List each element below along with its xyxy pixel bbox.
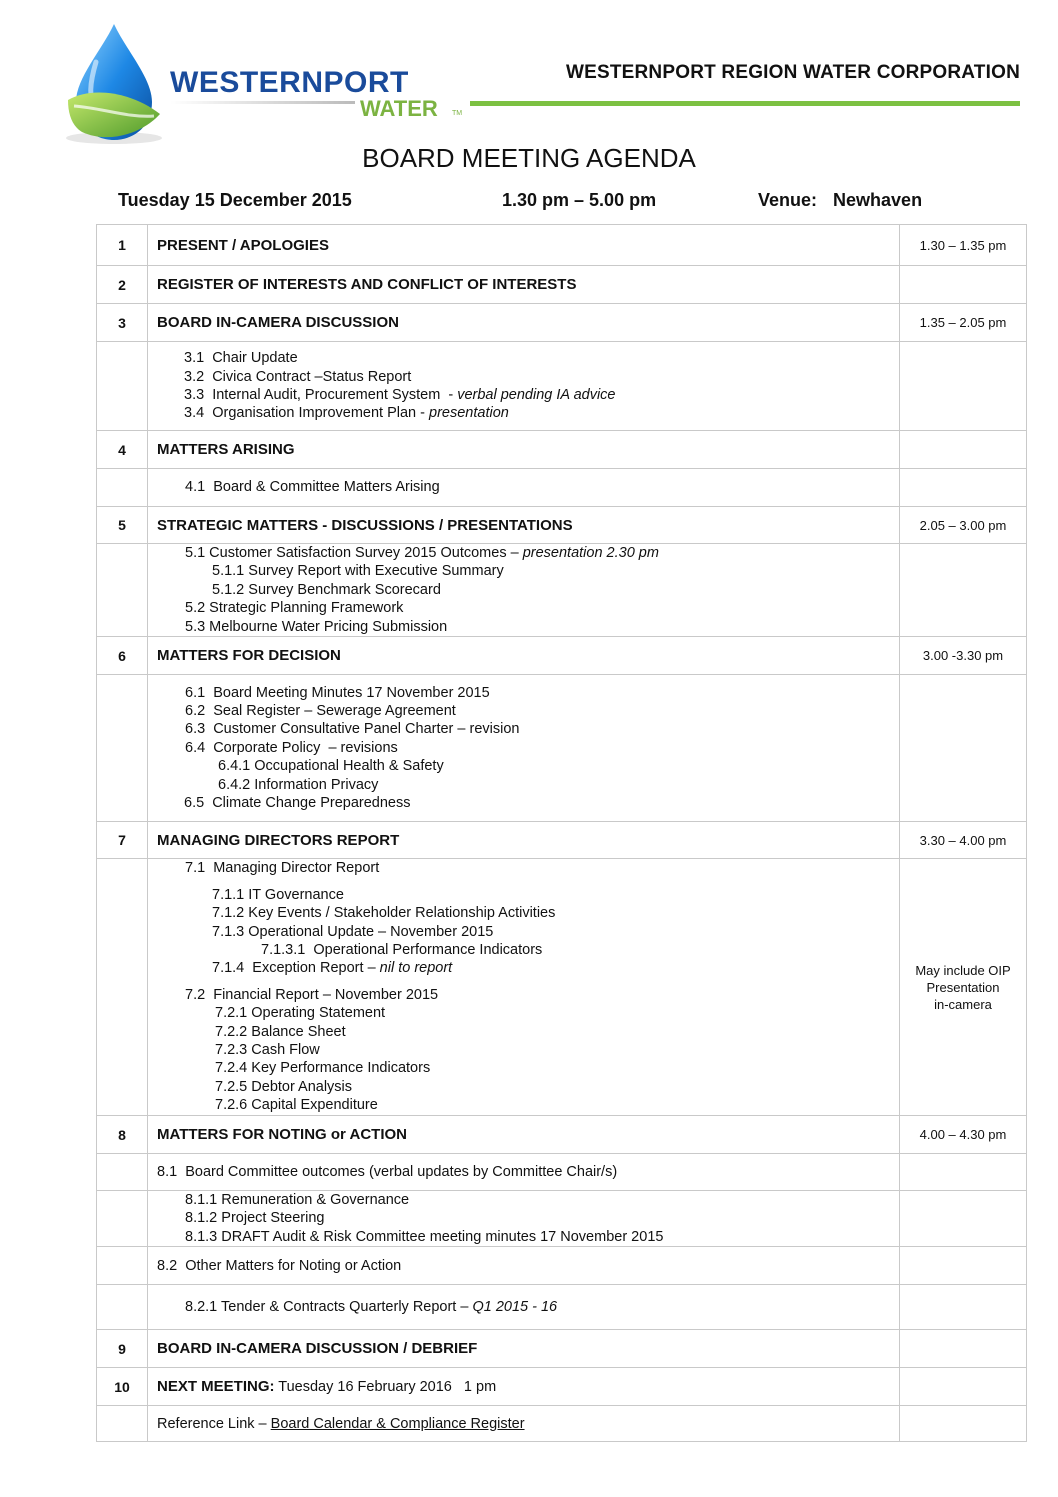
subitem: 8.1.3 DRAFT Audit & Risk Committee meeting minutes 17 November 2015 bbox=[185, 1228, 664, 1245]
item-number: 6 bbox=[97, 637, 148, 675]
board-calendar-link[interactable]: Board Calendar & Compliance Register bbox=[270, 1415, 525, 1432]
subitem: 5.3 Melbourne Water Pricing Submission bbox=[185, 618, 448, 635]
item-time: 1.35 – 2.05 pm bbox=[900, 304, 1027, 342]
item-title: MATTERS FOR DECISION bbox=[148, 637, 900, 675]
item-title: PRESENT / APOLOGIES bbox=[148, 225, 900, 266]
note-line: Presentation bbox=[926, 979, 1000, 995]
venue-label: Venue: bbox=[758, 190, 818, 210]
subitem-text: 7.1.4 Exception Report – bbox=[212, 960, 380, 977]
meeting-time: 1.30 pm – 5.00 pm bbox=[502, 190, 657, 210]
subitem-note: presentation 2.30 pm bbox=[522, 545, 659, 561]
agenda-table bbox=[96, 224, 1027, 1442]
item-number: 9 bbox=[97, 1330, 148, 1368]
agenda-subitems-row bbox=[97, 1247, 1027, 1285]
agenda-row bbox=[97, 1368, 1027, 1406]
reference-label: Reference Link – bbox=[157, 1415, 271, 1432]
item-title: BOARD IN-CAMERA DISCUSSION / DEBRIEF bbox=[148, 1330, 900, 1368]
subitem: 7.1.2 Key Events / Stakeholder Relationship Activities bbox=[212, 905, 556, 922]
subitem: 5.1.1 Survey Report with Executive Summary bbox=[212, 563, 504, 580]
item-title: MATTERS FOR NOTING or ACTION bbox=[148, 1116, 900, 1154]
item-number: 5 bbox=[97, 507, 148, 544]
page-title: BOARD MEETING AGENDA bbox=[362, 143, 696, 173]
subitem-text: 8.2.1 Tender & Contracts Quarterly Report – bbox=[185, 1299, 473, 1316]
subitem: 7.1.3 Operational Update – November 2015 bbox=[212, 923, 494, 940]
subitem-text: 3.3 Internal Audit, Procurement System - bbox=[184, 387, 458, 403]
logo-trademark: TM bbox=[452, 110, 463, 117]
subitem: 7.2.4 Key Performance Indicators bbox=[215, 1060, 431, 1077]
subitem-note: Q1 2015 - 16 bbox=[472, 1299, 558, 1316]
subitem: 7.1.3.1 Operational Performance Indicators bbox=[261, 942, 543, 959]
subitem: 7.1.1 IT Governance bbox=[212, 886, 344, 903]
item-time: 3.30 – 4.00 pm bbox=[900, 822, 1027, 859]
item-title bbox=[148, 1368, 900, 1406]
subitem bbox=[157, 386, 899, 404]
item-number: 1 bbox=[97, 225, 148, 266]
subitem: 8.1.1 Remuneration & Governance bbox=[185, 1192, 410, 1209]
subitem: 6.1 Board Meeting Minutes 17 November 2015 bbox=[185, 684, 490, 701]
item-title: BOARD IN-CAMERA DISCUSSION bbox=[148, 304, 900, 342]
logo-swoosh bbox=[170, 101, 355, 104]
subitem: 8.2 Other Matters for Noting or Action bbox=[157, 1257, 402, 1274]
subitem: 7.1 Managing Director Report bbox=[185, 860, 380, 877]
subitem: 7.2.3 Cash Flow bbox=[215, 1042, 320, 1059]
subitem: 6.4.1 Occupational Health & Safety bbox=[218, 758, 444, 775]
agenda-subitems-row bbox=[97, 675, 1027, 822]
agenda-row bbox=[97, 637, 1027, 675]
item-number: 8 bbox=[97, 1116, 148, 1154]
agenda-row bbox=[97, 304, 1027, 342]
agenda-row bbox=[97, 431, 1027, 469]
agenda-row bbox=[97, 507, 1027, 544]
subitem-list bbox=[148, 342, 900, 431]
subitem bbox=[157, 1298, 899, 1316]
note-line: in-camera bbox=[934, 996, 992, 1012]
item-number: 4 bbox=[97, 431, 148, 469]
subitem: 7.2.6 Capital Expenditure bbox=[215, 1097, 378, 1114]
note-line: May include OIP bbox=[915, 962, 1011, 978]
subitem: 3.2 Civica Contract –Status Report bbox=[184, 368, 412, 385]
agenda-subitems-row bbox=[97, 1191, 1027, 1247]
item-number: 10 bbox=[97, 1368, 148, 1406]
item-time: 2.05 – 3.00 pm bbox=[900, 507, 1027, 544]
item-number: 3 bbox=[97, 304, 148, 342]
agenda-subitems-row bbox=[97, 1154, 1027, 1191]
subitem: 7.2.2 Balance Sheet bbox=[215, 1023, 346, 1040]
subitem bbox=[157, 959, 899, 977]
subitem: 8.1.2 Project Steering bbox=[185, 1210, 325, 1227]
subitem: 5.1.2 Survey Benchmark Scorecard bbox=[212, 581, 441, 598]
subitem-note: verbal pending IA advice bbox=[457, 387, 616, 403]
subitem-list bbox=[148, 1191, 900, 1247]
subitem-note: nil to report bbox=[379, 960, 453, 977]
subitem: 6.4.2 Information Privacy bbox=[218, 776, 379, 793]
agenda-reference-row bbox=[97, 1406, 1027, 1442]
subitem: 3.1 Chair Update bbox=[184, 350, 298, 367]
header-rule bbox=[470, 101, 1020, 106]
item-number: 2 bbox=[97, 266, 148, 304]
agenda-row bbox=[97, 1330, 1027, 1368]
subitem: 6.4 Corporate Policy – revisions bbox=[185, 739, 398, 756]
venue-value: Newhaven bbox=[833, 190, 923, 210]
item-note bbox=[900, 859, 1027, 1116]
agenda-subitems-row bbox=[97, 859, 1027, 1116]
agenda-subitems-row bbox=[97, 1285, 1027, 1330]
item-number: 7 bbox=[97, 822, 148, 859]
subitem-text: 5.1 Customer Satisfaction Survey 2015 Outcomes – bbox=[185, 545, 523, 561]
item-title: REGISTER OF INTERESTS AND CONFLICT OF INTERESTS bbox=[148, 266, 900, 304]
next-meeting-label: NEXT MEETING: bbox=[157, 1378, 275, 1396]
logo-wordmark: WESTERNPORT bbox=[170, 66, 409, 99]
subitem: 6.2 Seal Register – Sewerage Agreement bbox=[185, 703, 456, 720]
subitem bbox=[157, 544, 899, 562]
meeting-venue bbox=[758, 190, 922, 211]
organisation-name: WESTERNPORT REGION WATER CORPORATION bbox=[565, 62, 1020, 83]
subitem-list bbox=[148, 675, 900, 822]
agenda-row bbox=[97, 225, 1027, 266]
item-time: 3.00 -3.30 pm bbox=[900, 637, 1027, 675]
subitem-list bbox=[148, 544, 900, 637]
subitem: 7.2.1 Operating Statement bbox=[215, 1005, 386, 1022]
item-title: MANAGING DIRECTORS REPORT bbox=[148, 822, 900, 859]
subitem: 6.3 Customer Consultative Panel Charter – revision bbox=[185, 721, 520, 738]
subitem: 4.1 Board & Committee Matters Arising bbox=[185, 479, 440, 496]
agenda-row bbox=[97, 1116, 1027, 1154]
logo-subword: WATER bbox=[360, 96, 438, 121]
item-time bbox=[900, 266, 1027, 304]
agenda-subitems-row bbox=[97, 469, 1027, 507]
subitem: 7.2 Financial Report – November 2015 bbox=[185, 986, 439, 1003]
agenda-row bbox=[97, 822, 1027, 859]
item-title: STRATEGIC MATTERS - DISCUSSIONS / PRESENTATIONS bbox=[148, 507, 900, 544]
subitem-text: 3.4 Organisation Improvement Plan - bbox=[184, 405, 430, 422]
agenda-subitems-row bbox=[97, 342, 1027, 431]
subitem: 8.1 Board Committee outcomes (verbal updates by Committee Chair/s) bbox=[157, 1163, 618, 1180]
item-time: 1.30 – 1.35 pm bbox=[900, 225, 1027, 266]
subitem-list bbox=[148, 859, 900, 1116]
subitem: 7.2.5 Debtor Analysis bbox=[215, 1078, 353, 1095]
item-time: 4.00 – 4.30 pm bbox=[900, 1116, 1027, 1154]
agenda-row bbox=[97, 266, 1027, 304]
subitem: 5.2 Strategic Planning Framework bbox=[185, 600, 404, 617]
subitem-note: presentation bbox=[429, 405, 509, 422]
agenda-subitems-row bbox=[97, 544, 1027, 637]
item-title: MATTERS ARISING bbox=[148, 431, 900, 469]
subitem: 6.5 Climate Change Preparedness bbox=[184, 795, 411, 812]
meeting-date: Tuesday 15 December 2015 bbox=[118, 190, 352, 210]
subitem bbox=[157, 404, 899, 422]
next-meeting-detail: Tuesday 16 February 2016 1 pm bbox=[274, 1379, 497, 1396]
